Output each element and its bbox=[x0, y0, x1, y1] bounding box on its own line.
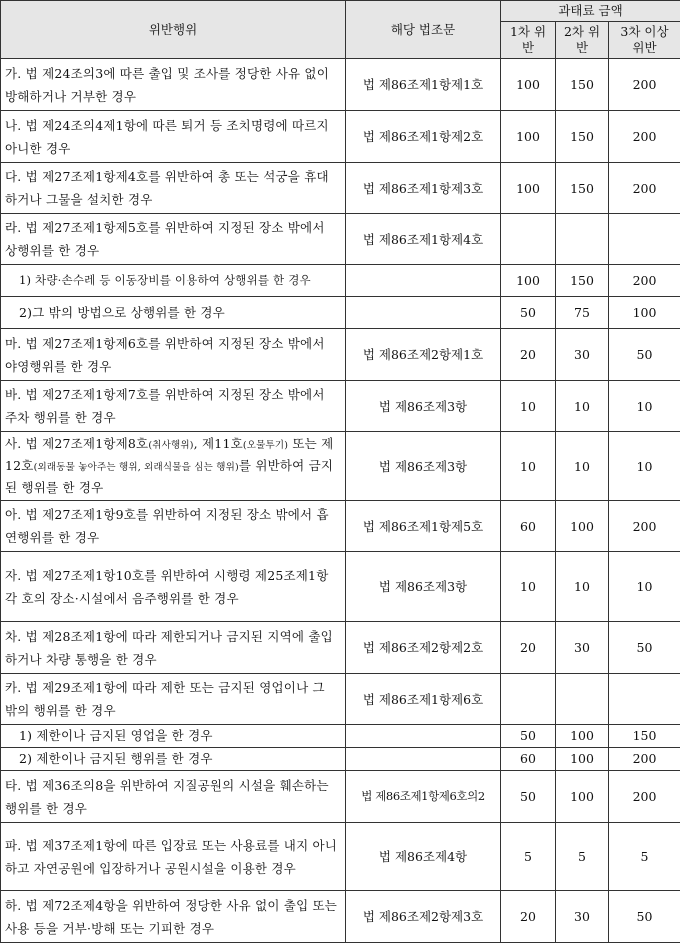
fine-3rd: 50 bbox=[609, 622, 680, 674]
table-row bbox=[1, 891, 680, 943]
fine-1st: 50 bbox=[501, 771, 556, 823]
table-row bbox=[1, 771, 680, 823]
fine-1st: 50 bbox=[501, 725, 556, 748]
violation-cell: 1) 제한이나 금지된 영업을 한 경우 bbox=[1, 725, 346, 748]
fine-2nd: 150 bbox=[556, 163, 609, 214]
law-cell: 법 제86조제1항제5호 bbox=[346, 501, 501, 552]
table-row bbox=[1, 622, 680, 674]
fine-2nd: 100 bbox=[556, 748, 609, 771]
table-row bbox=[1, 552, 680, 622]
violation-cell: 카. 법 제29조제1항에 따라 제한 또는 금지된 영업이나 그 밖의 행위를 한 경우 bbox=[1, 674, 346, 725]
fine-3rd: 50 bbox=[609, 329, 680, 381]
fine-1st: 20 bbox=[501, 622, 556, 674]
violation-cell: 1) 차량·손수레 등 이동장비를 이용하여 상행위를 한 경우 bbox=[1, 265, 346, 297]
fine-1st bbox=[501, 214, 556, 265]
fine-2nd: 30 bbox=[556, 891, 609, 943]
fine-3rd: 200 bbox=[609, 771, 680, 823]
law-cell bbox=[346, 297, 501, 329]
fine-1st: 100 bbox=[501, 59, 556, 111]
fine-3rd: 200 bbox=[609, 265, 680, 297]
fine-3rd bbox=[609, 214, 680, 265]
violation-text: 를 위반하여 금지된 행위를 한 경우 bbox=[5, 458, 333, 495]
header-fine: 과태료 금액 bbox=[501, 1, 680, 22]
fine-2nd: 10 bbox=[556, 552, 609, 622]
violation-cell: 아. 법 제27조제1항9호를 위반하여 지정된 장소 밖에서 흡연행위를 한 경우 bbox=[1, 501, 346, 552]
violation-cell: 다. 법 제27조제1항제4호를 위반하여 총 또는 석궁을 휴대하거나 그물을 설치한 경우 bbox=[1, 163, 346, 214]
table-row bbox=[1, 329, 680, 381]
table-row bbox=[1, 432, 680, 501]
table-row bbox=[1, 501, 680, 552]
fine-1st: 5 bbox=[501, 823, 556, 891]
violation-cell bbox=[1, 432, 346, 501]
law-cell: 법 제86조제1항제1호 bbox=[346, 59, 501, 111]
fine-3rd: 200 bbox=[609, 59, 680, 111]
table-row bbox=[1, 111, 680, 163]
violation-cell: 바. 법 제27조제1항제7호를 위반하여 지정된 장소 밖에서 주차 행위를 한 경우 bbox=[1, 381, 346, 432]
fine-3rd: 200 bbox=[609, 111, 680, 163]
violation-cell: 파. 법 제37조제1항에 따른 입장료 또는 사용료를 내지 아니하고 자연공원에 입장하거나 공원시설을 이용한 경우 bbox=[1, 823, 346, 891]
fine-2nd: 150 bbox=[556, 111, 609, 163]
violation-cell: 타. 법 제36조의8을 위반하여 지질공원의 시설을 훼손하는 행위를 한 경우 bbox=[1, 771, 346, 823]
fine-2nd: 75 bbox=[556, 297, 609, 329]
table-row bbox=[1, 297, 680, 329]
fine-3rd: 50 bbox=[609, 891, 680, 943]
fine-1st: 60 bbox=[501, 748, 556, 771]
law-cell: 법 제86조제2항제2호 bbox=[346, 622, 501, 674]
fine-2nd: 30 bbox=[556, 622, 609, 674]
law-cell bbox=[346, 265, 501, 297]
table-row bbox=[1, 214, 680, 265]
fine-2nd: 100 bbox=[556, 725, 609, 748]
fine-2nd: 100 bbox=[556, 501, 609, 552]
fine-2nd: 10 bbox=[556, 381, 609, 432]
fine-1st: 10 bbox=[501, 552, 556, 622]
law-cell: 법 제86조제2항제1호 bbox=[346, 329, 501, 381]
violation-cell: 나. 법 제24조의4제1항에 따른 퇴거 등 조치명령에 따르지 아니한 경우 bbox=[1, 111, 346, 163]
fine-1st: 10 bbox=[501, 432, 556, 501]
table-header bbox=[1, 1, 680, 59]
fine-3rd: 200 bbox=[609, 163, 680, 214]
fine-1st bbox=[501, 674, 556, 725]
table-row bbox=[1, 823, 680, 891]
fine-3rd: 10 bbox=[609, 432, 680, 501]
fine-1st: 100 bbox=[501, 111, 556, 163]
table-row bbox=[1, 265, 680, 297]
violation-cell: 차. 법 제28조제1항에 따라 제한되거나 금지된 지역에 출입하거나 차량 통행을 한 경우 bbox=[1, 622, 346, 674]
violation-cell: 라. 법 제27조제1항제5호를 위반하여 지정된 장소 밖에서 상행위를 한 경우 bbox=[1, 214, 346, 265]
law-cell: 법 제86조제3항 bbox=[346, 381, 501, 432]
violation-note: (오물투기) bbox=[243, 440, 288, 451]
fine-2nd: 30 bbox=[556, 329, 609, 381]
header-first: 1차 위반 bbox=[501, 22, 556, 59]
law-cell: 법 제86조제4항 bbox=[346, 823, 501, 891]
fine-2nd: 5 bbox=[556, 823, 609, 891]
header-law: 해당 법조문 bbox=[346, 1, 501, 59]
violation-cell: 자. 법 제27조제1항10호를 위반하여 시행령 제25조제1항 각 호의 장소·시설에서 음주행위를 한 경우 bbox=[1, 552, 346, 622]
fine-1st: 60 bbox=[501, 501, 556, 552]
violation-text: 사. 법 제27조제1항제8호 bbox=[5, 436, 148, 451]
table-row bbox=[1, 59, 680, 111]
violation-note: (외래동물 놓아주는 행위, 외래식물을 심는 행위) bbox=[34, 462, 239, 473]
fine-3rd: 100 bbox=[609, 297, 680, 329]
violation-cell: 2)그 밖의 방법으로 상행위를 한 경우 bbox=[1, 297, 346, 329]
fine-1st: 20 bbox=[501, 891, 556, 943]
violation-cell: 마. 법 제27조제1항제6호를 위반하여 지정된 장소 밖에서 야영행위를 한 경우 bbox=[1, 329, 346, 381]
law-cell: 법 제86조제1항제4호 bbox=[346, 214, 501, 265]
table-row bbox=[1, 748, 680, 771]
fine-3rd: 200 bbox=[609, 501, 680, 552]
table-row bbox=[1, 163, 680, 214]
fine-2nd: 100 bbox=[556, 771, 609, 823]
violation-cell: 하. 법 제72조제4항을 위반하여 정당한 사유 없이 출입 또는 사용 등을 거부·방해 또는 기피한 경우 bbox=[1, 891, 346, 943]
law-cell: 법 제86조제1항제2호 bbox=[346, 111, 501, 163]
law-cell: 법 제86조제1항제3호 bbox=[346, 163, 501, 214]
table-row bbox=[1, 674, 680, 725]
fine-1st: 100 bbox=[501, 163, 556, 214]
law-cell bbox=[346, 725, 501, 748]
fine-3rd bbox=[609, 674, 680, 725]
violation-note: (취사행위) bbox=[148, 440, 193, 451]
fine-2nd bbox=[556, 214, 609, 265]
header-second: 2차 위반 bbox=[556, 22, 609, 59]
fine-1st: 100 bbox=[501, 265, 556, 297]
violation-text: 또는 제12호 bbox=[5, 436, 333, 473]
fine-2nd: 150 bbox=[556, 265, 609, 297]
violation-text: , 제11호 bbox=[194, 436, 243, 451]
table-row bbox=[1, 381, 680, 432]
fine-3rd: 10 bbox=[609, 381, 680, 432]
law-cell: 법 제86조제1항제6호 bbox=[346, 674, 501, 725]
law-cell: 법 제86조제3항 bbox=[346, 552, 501, 622]
header-violation: 위반행위 bbox=[1, 1, 346, 59]
fine-1st: 20 bbox=[501, 329, 556, 381]
fine-3rd: 150 bbox=[609, 725, 680, 748]
fine-2nd: 150 bbox=[556, 59, 609, 111]
violation-cell: 가. 법 제24조의3에 따른 출입 및 조사를 정당한 사유 없이 방해하거나 거부한 경우 bbox=[1, 59, 346, 111]
law-cell: 법 제86조제1항제6호의2 bbox=[346, 771, 501, 823]
fine-1st: 10 bbox=[501, 381, 556, 432]
fine-2nd: 10 bbox=[556, 432, 609, 501]
law-cell: 법 제86조제2항제3호 bbox=[346, 891, 501, 943]
fine-1st: 50 bbox=[501, 297, 556, 329]
fine-3rd: 10 bbox=[609, 552, 680, 622]
fine-3rd: 5 bbox=[609, 823, 680, 891]
fine-3rd: 200 bbox=[609, 748, 680, 771]
header-third: 3차 이상 위반 bbox=[609, 22, 680, 59]
fine-2nd bbox=[556, 674, 609, 725]
violation-cell: 2) 제한이나 금지된 행위를 한 경우 bbox=[1, 748, 346, 771]
law-cell bbox=[346, 748, 501, 771]
table-row bbox=[1, 725, 680, 748]
law-cell: 법 제86조제3항 bbox=[346, 432, 501, 501]
